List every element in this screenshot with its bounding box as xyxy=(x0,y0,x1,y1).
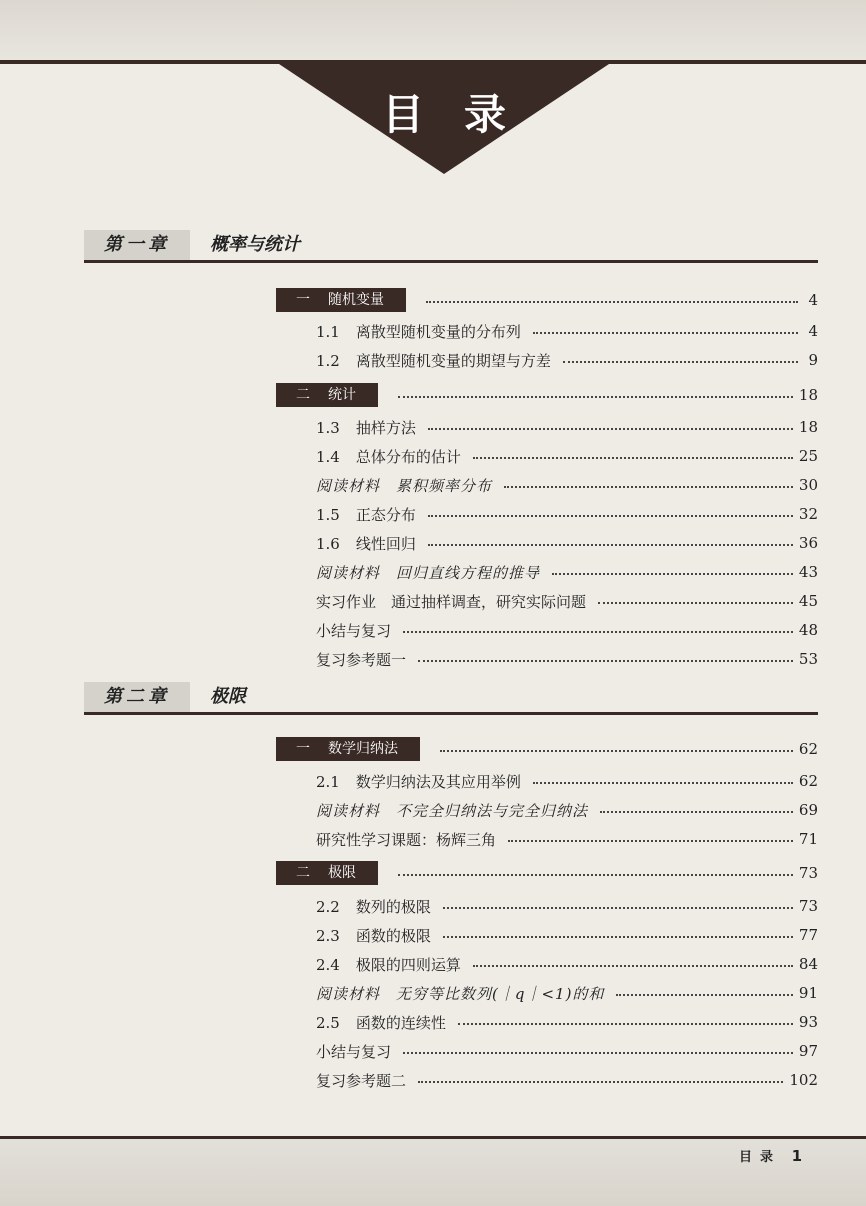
section-title: 随机变量 xyxy=(328,292,384,308)
toc-entry-row xyxy=(316,1038,818,1064)
dot-leader xyxy=(508,840,793,842)
entry-label xyxy=(316,925,437,946)
dot-leader xyxy=(403,1052,793,1054)
toc-entry-row xyxy=(316,951,818,977)
entry-title: 离散型随机变量的期望与方差 xyxy=(355,351,551,370)
dot-leader xyxy=(428,428,793,430)
dot-leader xyxy=(428,515,793,517)
entry-title: 阅读材料 累积频率分布 xyxy=(316,476,493,495)
toc-entry-row xyxy=(316,646,818,672)
toc-section-row xyxy=(276,736,818,762)
toc-entry-row xyxy=(316,443,818,469)
toc-section-row xyxy=(276,860,818,886)
dot-leader xyxy=(598,602,793,604)
entry-label xyxy=(316,321,527,342)
chapter-header xyxy=(84,682,818,715)
chapter-header xyxy=(84,230,818,263)
footer-page-number: 1 xyxy=(791,1147,802,1165)
dot-leader xyxy=(428,544,793,546)
toc-entry-row xyxy=(316,588,818,614)
entry-title: 复习参考题一 xyxy=(316,650,407,669)
toc-entry-row xyxy=(316,530,818,556)
entry-label xyxy=(316,446,467,467)
entry-number: 1.4 xyxy=(316,447,340,466)
section-label-box xyxy=(276,861,378,885)
page-title: 目录 xyxy=(381,90,546,139)
page-number: 4 xyxy=(808,291,818,309)
page-number: 93 xyxy=(798,1013,818,1031)
page-number: 73 xyxy=(798,897,818,915)
entry-number: 2.1 xyxy=(316,772,340,791)
toc-entry-row xyxy=(316,893,818,919)
toc-entry-row xyxy=(316,768,818,794)
entry-label xyxy=(316,620,397,641)
entry-title: 总体分布的估计 xyxy=(355,447,461,466)
page-number: 48 xyxy=(798,621,818,639)
page-number: 9 xyxy=(808,351,818,369)
entry-label xyxy=(316,562,546,583)
entry-label xyxy=(316,1041,397,1062)
entry-number: 1.1 xyxy=(316,322,340,341)
section-label-box xyxy=(276,288,406,312)
section-number: 二 xyxy=(296,865,310,881)
chapter-title: 极限 xyxy=(210,686,246,707)
entry-number: 2.5 xyxy=(316,1013,340,1032)
entry-title: 复习参考题二 xyxy=(316,1071,407,1090)
entry-label xyxy=(316,350,557,371)
toc-entry-row xyxy=(316,559,818,585)
section-label-box xyxy=(276,383,378,407)
entry-number: 1.2 xyxy=(316,351,340,370)
page-number: 36 xyxy=(798,534,818,552)
dot-leader xyxy=(533,782,793,784)
toc-entry-row xyxy=(316,501,818,527)
entry-label xyxy=(316,1070,412,1091)
entry-number: 2.3 xyxy=(316,926,340,945)
entry-title: 数列的极限 xyxy=(355,897,431,916)
entry-label xyxy=(316,504,422,525)
page-footer xyxy=(739,1146,802,1165)
dot-leader xyxy=(418,1081,783,1083)
page-number: 25 xyxy=(798,447,818,465)
dot-leader xyxy=(418,660,793,662)
entry-title: 函数的极限 xyxy=(355,926,431,945)
toc-entry-row xyxy=(316,1009,818,1035)
dot-leader xyxy=(426,301,798,303)
page-number: 91 xyxy=(798,984,818,1002)
chapter-title: 概率与统计 xyxy=(210,234,300,255)
page-number: 30 xyxy=(798,476,818,494)
page-number: 18 xyxy=(798,418,818,436)
entry-label xyxy=(316,829,502,850)
toc-entry-row xyxy=(316,472,818,498)
entry-title: 抽样方法 xyxy=(355,418,416,437)
dot-leader xyxy=(398,874,793,876)
entry-title: 正态分布 xyxy=(355,505,416,524)
toc-section-row xyxy=(276,287,818,313)
dot-leader xyxy=(443,936,793,938)
entry-label xyxy=(316,475,498,496)
page-number: 77 xyxy=(798,926,818,944)
entry-label xyxy=(316,1012,452,1033)
toc-entry-row xyxy=(316,826,818,852)
page-number: 32 xyxy=(798,505,818,523)
page-number: 97 xyxy=(798,1042,818,1060)
toc-entry-row xyxy=(316,980,818,1006)
section-label-box xyxy=(276,737,420,761)
toc-entry-row xyxy=(316,318,818,344)
entry-title: 阅读材料 回归直线方程的推导 xyxy=(316,563,541,582)
dot-leader xyxy=(443,907,793,909)
entry-title: 离散型随机变量的分布列 xyxy=(355,322,521,341)
dot-leader xyxy=(473,457,793,459)
dot-leader xyxy=(600,811,793,813)
section-title: 统计 xyxy=(328,387,356,403)
page-number: 43 xyxy=(798,563,818,581)
entry-title: 阅读材料 无穷等比数列(｜q｜<1)的和 xyxy=(316,984,605,1003)
page-number: 45 xyxy=(798,592,818,610)
entry-title: 阅读材料 不完全归纳法与完全归纳法 xyxy=(316,801,589,820)
footer-label: 目录 xyxy=(739,1150,782,1165)
page-number: 18 xyxy=(798,386,818,404)
dot-leader xyxy=(552,573,793,575)
dot-leader xyxy=(403,631,793,633)
toc-entry-row xyxy=(316,1067,818,1093)
entry-label xyxy=(316,533,422,554)
page-number: 53 xyxy=(798,650,818,668)
page-number: 71 xyxy=(798,830,818,848)
entry-label xyxy=(316,649,412,670)
entry-number: 2.4 xyxy=(316,955,340,974)
entry-label xyxy=(316,896,437,917)
page-number: 69 xyxy=(798,801,818,819)
dot-leader xyxy=(533,332,798,334)
dot-leader xyxy=(440,750,793,752)
toc-entry-row xyxy=(316,347,818,373)
toc-entry-row xyxy=(316,617,818,643)
section-number: 一 xyxy=(296,741,310,757)
entry-number: 2.2 xyxy=(316,897,340,916)
page-edge-top xyxy=(0,0,866,60)
entry-title: 小结与复习 xyxy=(316,621,392,640)
entry-label xyxy=(316,591,592,612)
entry-label xyxy=(316,954,467,975)
entry-title: 实习作业 通过抽样调查，研究实际问题 xyxy=(316,592,587,611)
chapter-number: 第二章 xyxy=(84,682,190,712)
page-number: 62 xyxy=(798,772,818,790)
entry-number: 1.6 xyxy=(316,534,340,553)
entry-label xyxy=(316,417,422,438)
chapter-number: 第一章 xyxy=(84,230,190,260)
dot-leader xyxy=(398,396,793,398)
entry-title: 小结与复习 xyxy=(316,1042,392,1061)
dot-leader xyxy=(458,1023,793,1025)
section-title: 数学归纳法 xyxy=(328,741,398,757)
entry-label xyxy=(316,800,594,821)
dot-leader xyxy=(504,486,793,488)
entry-title: 研究性学习课题：杨辉三角 xyxy=(316,830,497,849)
entry-title: 函数的连续性 xyxy=(355,1013,446,1032)
page-number: 62 xyxy=(798,740,818,758)
entry-number: 1.5 xyxy=(316,505,340,524)
page-number: 4 xyxy=(808,322,818,340)
entry-title: 线性回归 xyxy=(355,534,416,553)
entry-label xyxy=(316,771,527,792)
section-title: 极限 xyxy=(328,865,356,881)
section-number: 一 xyxy=(296,292,310,308)
entry-title: 极限的四则运算 xyxy=(355,955,461,974)
page-number: 73 xyxy=(798,864,818,882)
page-number: 102 xyxy=(789,1071,818,1089)
toc-section-row xyxy=(276,382,818,408)
dot-leader xyxy=(616,994,792,996)
entry-title: 数学归纳法及其应用举例 xyxy=(355,772,521,791)
dot-leader xyxy=(473,965,793,967)
dot-leader xyxy=(563,361,798,363)
toc-entry-row xyxy=(316,797,818,823)
toc-entry-row xyxy=(316,414,818,440)
entry-number: 1.3 xyxy=(316,418,340,437)
section-number: 二 xyxy=(296,387,310,403)
toc-entry-row xyxy=(316,922,818,948)
entry-label xyxy=(316,983,610,1004)
page-number: 84 xyxy=(798,955,818,973)
page-edge-bottom xyxy=(0,1139,866,1206)
